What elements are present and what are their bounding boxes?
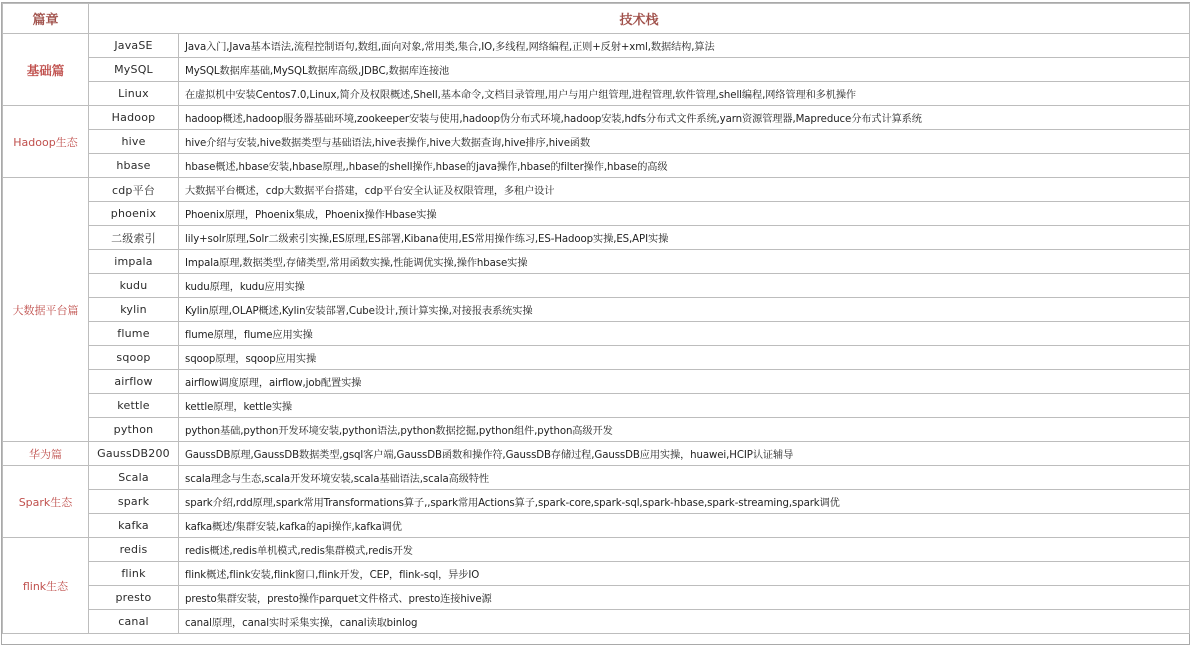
stack-cell: hbase概述,hbase安装,hbase原理,,hbase的shell操作,hbase的java操作,hbase的filter操作,hbase的高级 (179, 154, 1190, 178)
header-chapter: 篇章 (3, 4, 89, 34)
table-row (3, 58, 1190, 82)
tech-cell: kafka (89, 514, 179, 538)
stack-cell: scala理念与生态,scala开发环境安装,scala基础语法,scala高级特性 (179, 466, 1190, 490)
stack-cell: kafka概述/集群安装,kafka的api操作,kafka调优 (179, 514, 1190, 538)
tech-cell: redis (89, 538, 179, 562)
tech-stack-table (2, 3, 1190, 634)
table-row (3, 346, 1190, 370)
table-row (3, 154, 1190, 178)
stack-cell: Impala原理,数据类型,存储类型,常用函数实操,性能调优实操,操作hbase实操 (179, 250, 1190, 274)
header-stack: 技术栈 (89, 4, 1190, 34)
table-row (3, 466, 1190, 490)
tech-cell: phoenix (89, 202, 179, 226)
table-row (3, 34, 1190, 58)
tech-cell: canal (89, 610, 179, 634)
tech-cell: hbase (89, 154, 179, 178)
tech-cell: kylin (89, 298, 179, 322)
table-row (3, 226, 1190, 250)
table-row (3, 82, 1190, 106)
tech-cell: Hadoop (89, 106, 179, 130)
stack-cell: python基础,python开发环境安装,python语法,python数据挖掘,python组件,python高级开发 (179, 418, 1190, 442)
table-row (3, 514, 1190, 538)
chapter-cell: 基础篇 (3, 34, 89, 106)
table-row (3, 418, 1190, 442)
tech-cell: Scala (89, 466, 179, 490)
chapter-cell: Spark生态 (3, 466, 89, 538)
table-row (3, 442, 1190, 466)
stack-cell: sqoop原理，sqoop应用实操 (179, 346, 1190, 370)
tech-stack-table-container (1, 2, 1190, 645)
table-row (3, 394, 1190, 418)
tech-cell: flink (89, 562, 179, 586)
chapter-cell: flink生态 (3, 538, 89, 634)
table-row (3, 274, 1190, 298)
table-row (3, 130, 1190, 154)
stack-cell: canal原理，canal实时采集实操，canal读取binlog (179, 610, 1190, 634)
tech-cell: cdp平台 (89, 178, 179, 202)
table-row (3, 250, 1190, 274)
tech-cell: MySQL (89, 58, 179, 82)
stack-cell: kettle原理，kettle实操 (179, 394, 1190, 418)
stack-cell: kudu原理，kudu应用实操 (179, 274, 1190, 298)
stack-cell: airflow调度原理，airflow,job配置实操 (179, 370, 1190, 394)
stack-cell: lily+solr原理,Solr二级索引实操,ES原理,ES部署,Kibana使用,ES常用操作练习,ES-Hadoop实操,ES,API实操 (179, 226, 1190, 250)
tech-cell: 二级索引 (89, 226, 179, 250)
stack-cell: redis概述,redis单机模式,redis集群模式,redis开发 (179, 538, 1190, 562)
stack-cell: presto集群安装，presto操作parquet文件格式、presto连接hive源 (179, 586, 1190, 610)
table-row (3, 562, 1190, 586)
tech-cell: flume (89, 322, 179, 346)
tech-cell: presto (89, 586, 179, 610)
table-row (3, 322, 1190, 346)
tech-cell: impala (89, 250, 179, 274)
tech-cell: sqoop (89, 346, 179, 370)
stack-cell: MySQL数据库基础,MySQL数据库高级,JDBC,数据库连接池 (179, 58, 1190, 82)
stack-cell: flink概述,flink安装,flink窗口,flink开发，CEP，flink-sql，异步IO (179, 562, 1190, 586)
table-row (3, 538, 1190, 562)
table-header-row (3, 4, 1190, 34)
table-row (3, 586, 1190, 610)
stack-cell: 在虚拟机中安装Centos7.0,Linux,简介及权限概述,Shell,基本命令,文档目录管理,用户与用户组管理,进程管理,软件管理,shell编程,网络管理和多机操作 (179, 82, 1190, 106)
chapter-cell: Hadoop生态 (3, 106, 89, 178)
stack-cell: Phoenix原理，Phoenix集成，Phoenix操作Hbase实操 (179, 202, 1190, 226)
stack-cell: Kylin原理,OLAP概述,Kylin安装部署,Cube设计,预计算实操,对接报表系统实操 (179, 298, 1190, 322)
stack-cell: hive介绍与安装,hive数据类型与基础语法,hive表操作,hive大数据查询,hive排序,hive函数 (179, 130, 1190, 154)
chapter-cell: 大数据平台篇 (3, 178, 89, 442)
tech-cell: GaussDB200 (89, 442, 179, 466)
table-row (3, 490, 1190, 514)
stack-cell: Java入门,Java基本语法,流程控制语句,数组,面向对象,常用类,集合,IO,多线程,网络编程,正则+反射+xml,数据结构,算法 (179, 34, 1190, 58)
chapter-cell: 华为篇 (3, 442, 89, 466)
tech-cell: spark (89, 490, 179, 514)
tech-cell: hive (89, 130, 179, 154)
table-body (3, 34, 1190, 634)
tech-cell: JavaSE (89, 34, 179, 58)
stack-cell: hadoop概述,hadoop服务器基础环境,zookeeper安装与使用,hadoop伪分布式环境,hadoop安装,hdfs分布式文件系统,yarn资源管理器,Mapreduce分布式计算系统 (179, 106, 1190, 130)
tech-cell: airflow (89, 370, 179, 394)
stack-cell: flume原理，flume应用实操 (179, 322, 1190, 346)
table-row (3, 202, 1190, 226)
table-row (3, 106, 1190, 130)
stack-cell: 大数据平台概述，cdp大数据平台搭建，cdp平台安全认证及权限管理，多租户设计 (179, 178, 1190, 202)
stack-cell: GaussDB原理,GaussDB数据类型,gsql客户端,GaussDB函数和操作符,GaussDB存储过程,GaussDB应用实操，huawei,HCIP认证辅导 (179, 442, 1190, 466)
tech-cell: Linux (89, 82, 179, 106)
tech-cell: kettle (89, 394, 179, 418)
table-row (3, 610, 1190, 634)
tech-cell: python (89, 418, 179, 442)
table-row (3, 298, 1190, 322)
stack-cell: spark介绍,rdd原理,spark常用Transformations算子,,spark常用Actions算子,spark-core,spark-sql,spark-hbase,spark-streaming,spark调优 (179, 490, 1190, 514)
table-row (3, 370, 1190, 394)
tech-cell: kudu (89, 274, 179, 298)
table-row (3, 178, 1190, 202)
